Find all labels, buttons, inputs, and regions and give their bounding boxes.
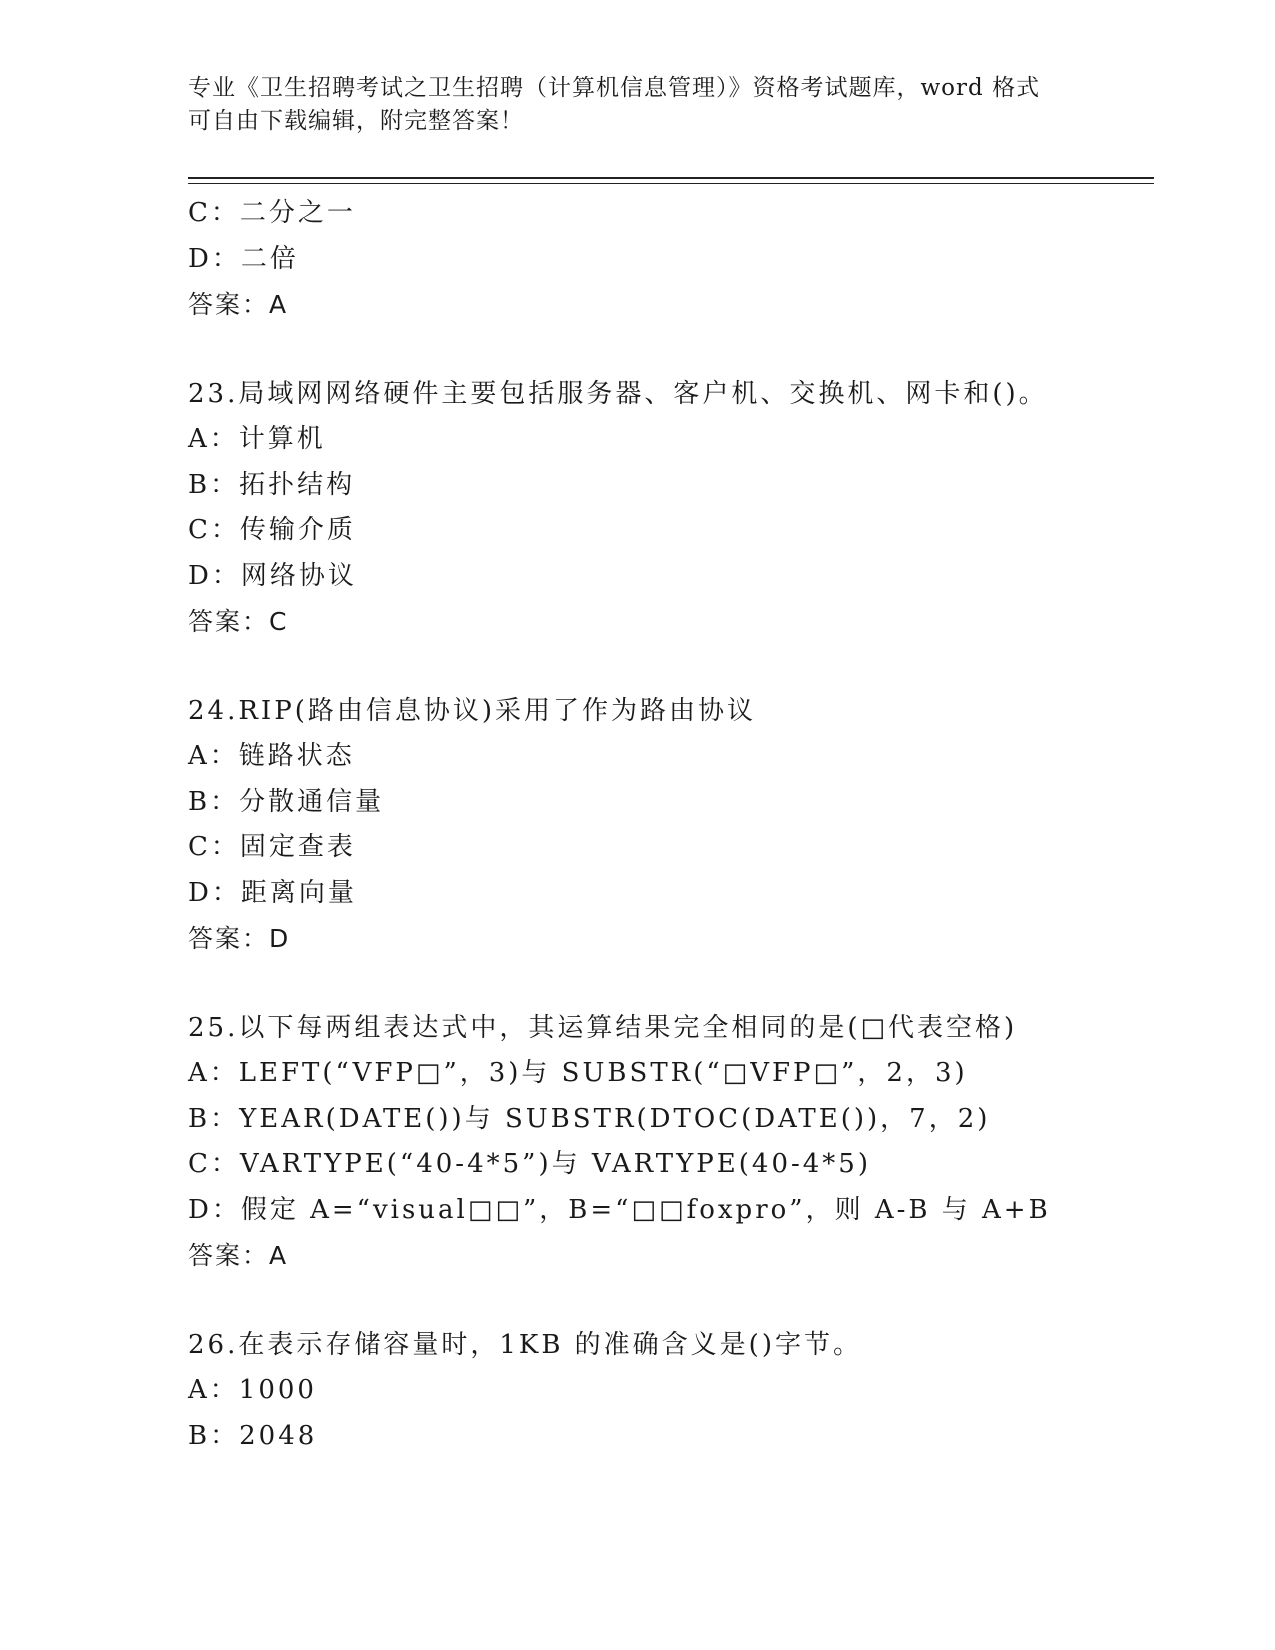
- option-d: D：假定 A=“visual□□”，B=“□□foxpro”，则 A-B 与 A+B: [188, 1194, 1051, 1225]
- question-list: [188, 191, 1154, 1459]
- option-b: B：分散通信量: [188, 786, 385, 817]
- option-d: D：网络协议: [188, 560, 357, 591]
- answer-line: 答案：D: [188, 924, 291, 953]
- question-stem: 26.在表示存储容量时，1KB 的准确含义是()字节。: [188, 1329, 862, 1360]
- question-22-tail: [188, 191, 1154, 328]
- header-divider-thick: [188, 177, 1154, 179]
- option-c: C：传输介质: [188, 515, 356, 545]
- answer-line: 答案：C: [188, 607, 289, 636]
- option-a: A：计算机: [188, 424, 326, 454]
- answer-line: 答案：A: [188, 290, 289, 319]
- option-d: D：距离向量: [188, 877, 357, 908]
- document-header: [188, 72, 1068, 138]
- question-23: [188, 372, 1154, 645]
- header-line-1: 专业《卫生招聘考试之卫生招聘（计算机信息管理）》资格考试题库，word 格式: [188, 75, 1041, 101]
- option-b: B：YEAR(DATE())与 SUBSTR(DTOC(DATE())，7，2): [188, 1103, 991, 1134]
- option-a: A：1000: [188, 1375, 317, 1405]
- option-a: A：链路状态: [188, 741, 355, 771]
- option-c: C：二分之一: [188, 198, 356, 228]
- option-b: B：拓扑结构: [188, 469, 356, 500]
- question-stem: 25.以下每两组表达式中，其运算结果完全相同的是(□代表空格): [188, 1012, 1018, 1043]
- question-24: [188, 689, 1154, 962]
- question-25: [188, 1006, 1154, 1279]
- option-d: D：二倍: [188, 243, 299, 274]
- option-a: A：LEFT(“VFP□”，3)与 SUBSTR(“□VFP□”，2，3): [188, 1058, 968, 1088]
- header-divider-thin: [188, 183, 1154, 184]
- answer-line: 答案：A: [188, 1241, 289, 1270]
- option-b: B：2048: [188, 1420, 318, 1451]
- header-line-2: 可自由下载编辑，附完整答案！: [188, 108, 524, 134]
- option-c: C：固定查表: [188, 832, 356, 862]
- option-c: C：VARTYPE(“40-4*5”)与 VARTYPE(40-4*5): [188, 1149, 871, 1179]
- question-26: [188, 1323, 1154, 1460]
- question-stem: 23.局域网网络硬件主要包括服务器、客户机、交换机、网卡和()。: [188, 378, 1048, 409]
- question-stem: 24.RIP(路由信息协议)采用了作为路由协议: [188, 695, 756, 726]
